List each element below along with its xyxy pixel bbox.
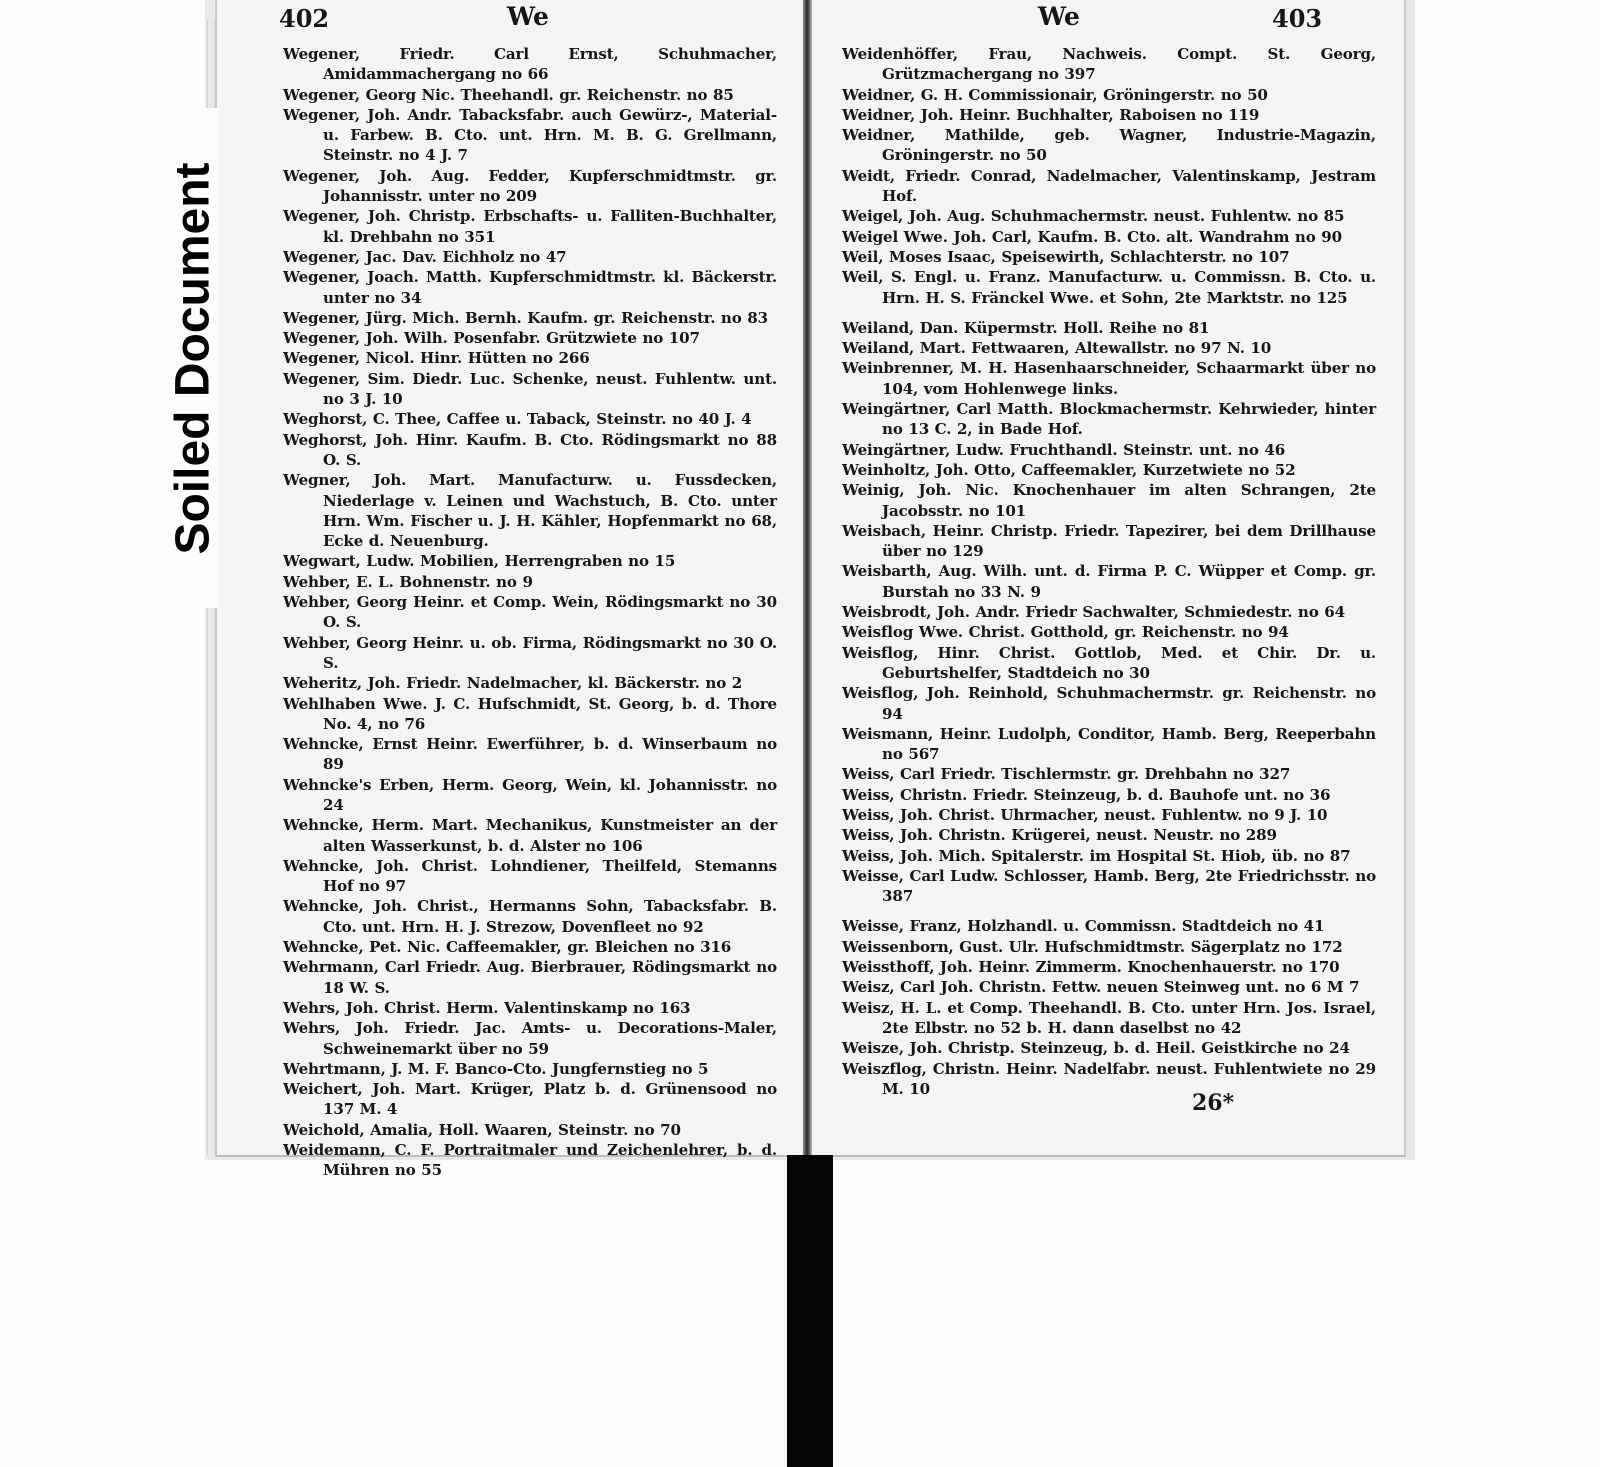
directory-entry: Weiland, Dan. Küpermstr. Holl. Reihe no 81	[842, 318, 1210, 337]
directory-entry: Weismann, Heinr. Ludolph, Conditor, Hamb. Berg, Reeperbahn no 567	[842, 724, 1376, 764]
directory-entry: Weisbarth, Aug. Wilh. unt. d. Firma P. C. Wüpper et Comp. gr. Burstah no 33 N. 9	[842, 562, 1376, 601]
directory-entry: Wegener, Sim. Diedr. Luc. Schenke, neust. Fuhlentw. unt. no 3 J. 10	[283, 369, 777, 409]
directory-entry: Weisz, Carl Joh. Christn. Fettw. neuen Steinweg unt. no 6 M 7	[842, 978, 1360, 997]
directory-entry: Weigel Wwe. Joh. Carl, Kaufm. B. Cto. alt. Wandrahm no 90	[842, 227, 1342, 246]
directory-entry: Weidner, Joh. Heinr. Buchhalter, Raboisen no 119	[842, 105, 1260, 124]
bookmark-ribbon	[787, 1155, 833, 1467]
directory-entry: Weiszflog, Christn. Heinr. Nadelfabr. neust. Fuhlentwiete no 29 M. 10	[842, 1059, 1376, 1098]
book-gutter	[803, 0, 812, 1160]
directory-entry: Weisflog, Hinr. Christ. Gottlob, Med. et Chir. Dr. u. Geburtshelfer, Stadtdeich no 30	[842, 643, 1376, 682]
left-page	[215, 0, 805, 1180]
directory-entry: Weidt, Friedr. Conrad, Nadelmacher, Valentinskamp, Jestram Hof.	[842, 166, 1376, 206]
directory-entry: Weigel, Joh. Aug. Schuhmachermstr. neust. Fuhlentw. no 85	[842, 207, 1345, 226]
directory-entry: Weissenborn, Gust. Ulr. Hufschmidtmstr. Sägerplatz no 172	[842, 937, 1343, 956]
directory-entry: Weinholtz, Joh. Otto, Caffeemakler, Kurzetwiete no 52	[842, 460, 1296, 479]
directory-entry: Weghorst, C. Thee, Caffee u. Taback, Steinstr. no 40 J. 4	[283, 410, 752, 429]
left-page-abbrev: We	[507, 2, 549, 31]
directory-entry: Wehlhaben Wwe. J. C. Hufschmidt, St. Georg, b. d. Thore No. 4, no 76	[283, 694, 777, 733]
directory-entry: Wegener, Joh. Wilh. Posenfabr. Grützwiete no 107	[283, 329, 700, 348]
directory-entry: Wegener, Joh. Aug. Fedder, Kupferschmidtmstr. gr. Johannisstr. unter no 209	[283, 166, 777, 206]
directory-entry: Wehrmann, Carl Friedr. Aug. Bierbrauer, Rödingsmarkt no 18 W. S.	[283, 958, 777, 997]
right-page	[812, 0, 1406, 1157]
directory-entry: Wegener, Georg Nic. Theehandl. gr. Reichenstr. no 85	[283, 85, 734, 104]
directory-entry: Wegener, Jac. Dav. Eichholz no 47	[283, 247, 567, 266]
directory-entry: Weisflog Wwe. Christ. Gotthold, gr. Reichenstr. no 94	[842, 623, 1289, 642]
soiled-document-stamp	[168, 108, 218, 608]
directory-entry: Weisbach, Heinr. Christp. Friedr. Tapezirer, bei dem Drillhause über no 129	[842, 521, 1376, 561]
directory-entry: Weheritz, Joh. Friedr. Nadelmacher, kl. Bäckerstr. no 2	[283, 674, 743, 693]
directory-entry: Weinig, Joh. Nic. Knochenhauer im alten Schrangen, 2te Jacobsstr. no 101	[842, 481, 1376, 520]
directory-entry: Wehncke, Ernst Heinr. Ewerführer, b. d. Winserbaum no 89	[283, 735, 777, 774]
directory-entry: Wegener, Joh. Christp. Erbschafts- u. Falliten-Buchhalter, kl. Drehbahn no 351	[283, 207, 777, 246]
directory-entry: Wehber, Georg Heinr. u. ob. Firma, Rödingsmarkt no 30 O. S.	[283, 633, 777, 672]
directory-entry: Weingärtner, Ludw. Fruchthandl. Steinstr. unt. no 46	[842, 440, 1286, 459]
directory-entry: Wehncke's Erben, Herm. Georg, Wein, kl. Johannisstr. no 24	[283, 775, 777, 814]
directory-entry: Weisz, H. L. et Comp. Theehandl. B. Cto. unter Hrn. Jos. Israel, 2te Elbstr. no 52 b. H. dann daselbst no 42	[842, 998, 1376, 1037]
directory-entry: Weisflog, Joh. Reinhold, Schuhmachermstr. gr. Reichenstr. no 94	[842, 684, 1376, 723]
left-entry-list	[217, 44, 805, 1181]
directory-entry: Wegener, Nicol. Hinr. Hütten no 266	[283, 349, 590, 368]
directory-entry: Wegener, Jürg. Mich. Bernh. Kaufm. gr. Reichenstr. no 83	[283, 308, 768, 327]
directory-entry: Wegener, Joach. Matth. Kupferschmidtmstr. kl. Bäckerstr. unter no 34	[283, 268, 777, 307]
directory-entry: Weisse, Franz, Holzhandl. u. Commissn. Stadtdeich no 41	[842, 917, 1325, 936]
directory-entry: Weil, S. Engl. u. Franz. Manufacturw. u. Commissn. B. Cto. u. Hrn. H. S. Fränckel Wwe. et Sohn, 2te Marktstr. no 125	[842, 268, 1376, 307]
directory-entry: Wegener, Joh. Andr. Tabacksfabr. auch Gewürz-, Material- u. Farbew. B. Cto. unt. Hrn. M. B. G. Grellmann, Steinstr. no 4 J. 7	[283, 105, 777, 165]
directory-entry: Wehrtmann, J. M. F. Banco-Cto. Jungfernstieg no 5	[283, 1059, 709, 1078]
directory-entry: Weichert, Joh. Mart. Krüger, Platz b. d. Grünensood no 137 M. 4	[283, 1080, 777, 1119]
directory-entry: Weidemann, C. F. Portraitmaler und Zeichenlehrer, b. d. Mühren no 55	[283, 1141, 777, 1180]
directory-entry: Weiss, Joh. Christ. Uhrmacher, neust. Fuhlentw. no 9 J. 10	[842, 805, 1328, 824]
right-page-number: 403	[1272, 4, 1323, 33]
directory-entry: Weisse, Carl Ludw. Schlosser, Hamb. Berg, 2te Friedrichsstr. no 387	[842, 866, 1376, 906]
directory-entry: Wehncke, Pet. Nic. Caffeemakler, gr. Bleichen no 316	[283, 938, 732, 957]
right-page-abbrev: We	[1038, 2, 1080, 31]
right-page-header	[812, 2, 1404, 32]
directory-entry: Wegner, Joh. Mart. Manufacturw. u. Fussdecken, Niederlage v. Leinen und Wachstuch, B. Cto. unter Hrn. Wm. Fischer u. J. H. Kähler, Hopfenmarkt no 68, Ecke d. Neuenburg.	[283, 471, 777, 551]
directory-entry: Weidner, G. H. Commissionair, Gröningerstr. no 50	[842, 85, 1268, 104]
directory-entry: Weiss, Christn. Friedr. Steinzeug, b. d. Bauhofe unt. no 36	[842, 785, 1331, 804]
right-entry-list	[812, 44, 1404, 1099]
directory-entry: Weisze, Joh. Christp. Steinzeug, b. d. Heil. Geistkirche no 24	[842, 1039, 1350, 1058]
directory-entry: Wehrs, Joh. Friedr. Jac. Amts- u. Decorations-Maler, Schweinemarkt über no 59	[283, 1019, 777, 1058]
directory-entry: Weiss, Joh. Christn. Krügerei, neust. Neustr. no 289	[842, 826, 1277, 845]
directory-entry: Weisbrodt, Joh. Andr. Friedr Sachwalter, Schmiedestr. no 64	[842, 603, 1345, 622]
directory-entry: Weiss, Joh. Mich. Spitalerstr. im Hospital St. Hiob, üb. no 87	[842, 846, 1351, 865]
directory-entry: Wehncke, Joh. Christ., Hermanns Sohn, Tabacksfabr. B. Cto. unt. Hrn. H. J. Strezow, Dovenfleet no 92	[283, 897, 777, 936]
directory-entry: Wegener, Friedr. Carl Ernst, Schuhmacher, Amidammachergang no 66	[283, 45, 777, 84]
directory-entry: Weghorst, Joh. Hinr. Kaufm. B. Cto. Rödingsmarkt no 88 O. S.	[283, 430, 777, 469]
directory-entry: Weinbrenner, M. H. Hasenhaarschneider, Schaarmarkt über no 104, vom Hohlenwege links.	[842, 359, 1376, 398]
directory-entry: Weil, Moses Isaac, Speisewirth, Schlachterstr. no 107	[842, 247, 1290, 266]
left-page-header	[217, 2, 805, 32]
directory-entry: Weidner, Mathilde, geb. Wagner, Industrie-Magazin, Gröningerstr. no 50	[842, 126, 1376, 165]
directory-entry: Wegwart, Ludw. Mobilien, Herrengraben no 15	[283, 552, 676, 571]
directory-entry: Weidenhöffer, Frau, Nachweis. Compt. St. Georg, Grützmachergang no 397	[842, 45, 1376, 84]
directory-entry: Weiss, Carl Friedr. Tischlermstr. gr. Drehbahn no 327	[842, 765, 1291, 784]
directory-entry: Wehncke, Joh. Christ. Lohndiener, Theilfeld, Stemanns Hof no 97	[283, 856, 777, 896]
directory-entry: Wehber, E. L. Bohnenstr. no 9	[283, 572, 533, 591]
directory-entry: Wehrs, Joh. Christ. Herm. Valentinskamp no 163	[283, 998, 691, 1017]
directory-entry: Wehncke, Herm. Mart. Mechanikus, Kunstmeister an der alten Wasserkunst, b. d. Alster no 106	[283, 816, 777, 855]
directory-entry: Wehber, Georg Heinr. et Comp. Wein, Rödingsmarkt no 30 O. S.	[283, 593, 777, 632]
directory-entry: Weingärtner, Carl Matth. Blockmachermstr. Kehrwieder, hinter no 13 C. 2, in Bade Hof.	[842, 400, 1376, 439]
directory-entry: Weichold, Amalia, Holl. Waaren, Steinstr. no 70	[283, 1120, 681, 1139]
directory-entry: Weiland, Mart. Fettwaaren, Altewallstr. no 97 N. 10	[842, 339, 1272, 358]
signature-mark: 26*	[1192, 1090, 1235, 1116]
stamp-text: Soiled Document	[166, 161, 220, 555]
left-page-number: 402	[279, 4, 330, 33]
directory-entry: Weissthoff, Joh. Heinr. Zimmerm. Knochenhauerstr. no 170	[842, 958, 1340, 977]
